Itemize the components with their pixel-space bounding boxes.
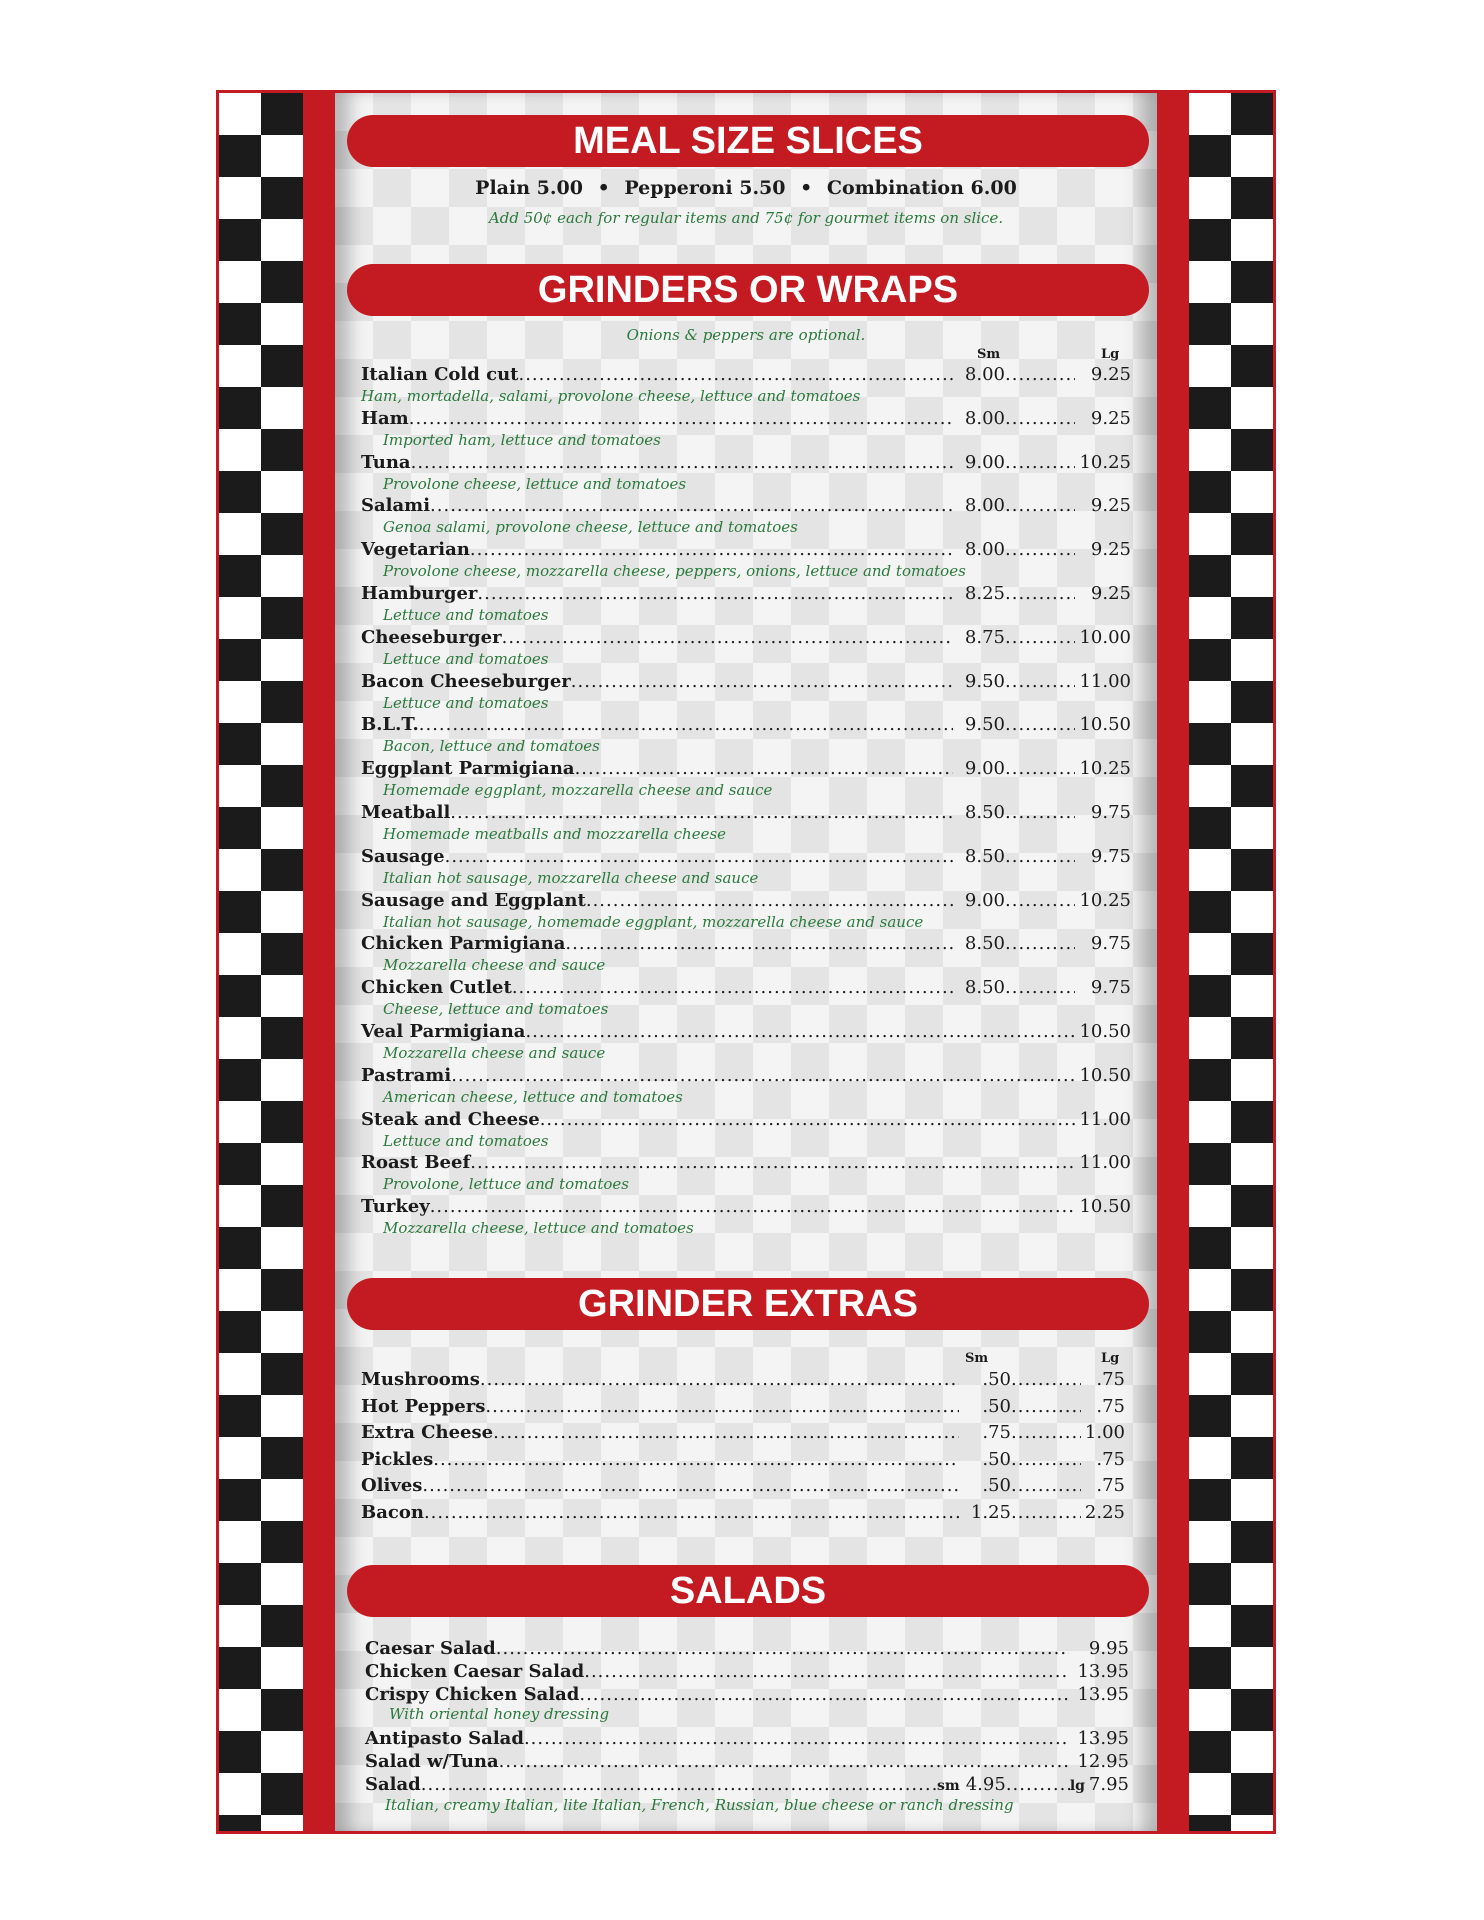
dot-leader bbox=[480, 1369, 959, 1390]
side-salad-lg-price: 7.95 bbox=[1088, 1774, 1129, 1795]
dot-leader bbox=[470, 539, 953, 560]
dot-leader bbox=[1005, 714, 1075, 735]
dot-leader bbox=[430, 495, 953, 516]
slice-plain-price: 5.00 bbox=[536, 177, 583, 199]
grinder-lg-price: 9.75 bbox=[1090, 845, 1131, 867]
extra-row bbox=[361, 1396, 1125, 1417]
dot-leader bbox=[430, 1196, 1075, 1217]
grinder-row bbox=[361, 890, 1131, 911]
salad-row bbox=[365, 1751, 1129, 1772]
side-salad-sm-price: 4.95 bbox=[965, 1774, 1006, 1795]
dot-leader bbox=[524, 1728, 1069, 1749]
dot-leader bbox=[450, 802, 953, 823]
dot-leader bbox=[1011, 1475, 1081, 1496]
grinders-note: Onions & peppers are optional. bbox=[626, 326, 866, 344]
dot-leader bbox=[1005, 890, 1075, 911]
slice-prices bbox=[335, 177, 1157, 199]
grinder-lg-price: 10.50 bbox=[1079, 714, 1131, 736]
grinder-row bbox=[361, 758, 1131, 779]
extra-name: Pickles bbox=[361, 1448, 434, 1470]
extra-lg-price: 1.00 bbox=[1084, 1422, 1125, 1444]
grinder-sm-price: 8.00 bbox=[964, 364, 1005, 385]
grinder-row bbox=[361, 671, 1131, 692]
grinder-description: Provolone cheese, lettuce and tomatoes bbox=[383, 474, 687, 493]
salads-banner: SALADS bbox=[347, 1565, 1149, 1617]
salad-name: Chicken Caesar Salad bbox=[365, 1661, 585, 1682]
grinder-description: Homemade meatballs and mozzarella cheese bbox=[383, 825, 727, 843]
salad-row bbox=[365, 1638, 1129, 1659]
grinder-name: Tuna bbox=[361, 451, 411, 473]
extra-lg-price: .75 bbox=[1096, 1475, 1125, 1497]
side-salad-row bbox=[365, 1774, 1129, 1795]
grinder-row bbox=[361, 714, 1131, 735]
grinder-description: Genoa salami, provolone cheese, lettuce and tomatoes bbox=[383, 518, 798, 537]
meal-slices-banner: MEAL SIZE SLICES bbox=[347, 115, 1149, 167]
grinder-row bbox=[361, 583, 1131, 604]
grinder-name: Sausage and Eggplant bbox=[361, 889, 586, 911]
grinder-description: Homemade eggplant, mozzarella cheese and sauce bbox=[383, 781, 773, 800]
grinder-name: Cheeseburger bbox=[361, 626, 502, 648]
bullet-separator: • bbox=[800, 177, 813, 199]
dot-leader bbox=[1011, 1369, 1081, 1390]
extra-name: Extra Cheese bbox=[361, 1422, 494, 1444]
grinder-description: Italian hot sausage, homemade eggplant, mozzarella cheese and sauce bbox=[383, 912, 924, 931]
grinder-sm-price: 9.00 bbox=[964, 889, 1005, 911]
grinder-description: Cheese, lettuce and tomatoes bbox=[383, 1000, 609, 1019]
extras-banner: GRINDER EXTRAS bbox=[347, 1278, 1149, 1330]
dot-leader bbox=[419, 714, 953, 735]
extra-sm-price: .50 bbox=[982, 1475, 1011, 1497]
dot-leader bbox=[499, 1751, 1069, 1772]
large-size-tag: lg bbox=[1069, 1778, 1085, 1794]
extra-row bbox=[361, 1369, 1125, 1390]
grinder-lg-price: 10.50 bbox=[1079, 1196, 1131, 1218]
dot-leader bbox=[1005, 627, 1075, 648]
grinder-sm-price: 9.50 bbox=[964, 714, 1005, 736]
dot-leader bbox=[512, 977, 953, 998]
salad-name: Caesar Salad bbox=[365, 1638, 496, 1659]
grinder-name: Sausage bbox=[361, 845, 445, 867]
grinder-lg-price: 9.25 bbox=[1090, 407, 1131, 429]
extra-row bbox=[361, 1449, 1125, 1470]
grinder-row bbox=[361, 539, 1131, 560]
grinder-name: Steak and Cheese bbox=[361, 1108, 540, 1130]
grinder-name: Bacon Cheeseburger bbox=[361, 670, 571, 692]
dot-leader bbox=[1005, 452, 1075, 473]
grinder-row bbox=[361, 933, 1131, 954]
slice-combination-price: 6.00 bbox=[970, 177, 1017, 199]
grinder-lg-price: 10.00 bbox=[1079, 626, 1131, 648]
grinder-description: Bacon, lettuce and tomatoes bbox=[383, 737, 600, 756]
grinder-sm-price: 8.25 bbox=[964, 583, 1005, 604]
grinder-lg-price: 11.00 bbox=[1079, 1152, 1131, 1174]
grinder-description: Lettuce and tomatoes bbox=[383, 606, 549, 624]
extra-lg-price: 2.25 bbox=[1084, 1502, 1125, 1523]
grinder-sm-price: 8.50 bbox=[964, 933, 1005, 955]
grinder-sm-price: 9.00 bbox=[964, 451, 1005, 473]
grinder-lg-price: 10.50 bbox=[1079, 1021, 1131, 1042]
dot-leader bbox=[1005, 539, 1075, 560]
dot-leader bbox=[1005, 933, 1075, 954]
grinder-sm-price: 8.75 bbox=[964, 626, 1005, 648]
grinder-lg-price: 10.25 bbox=[1079, 889, 1131, 911]
grinder-name: Chicken Parmigiana bbox=[361, 933, 566, 955]
grinder-sm-price: 9.00 bbox=[964, 758, 1005, 780]
grinder-row bbox=[361, 1021, 1131, 1042]
grinder-sm-price: 8.00 bbox=[964, 539, 1005, 561]
grinder-row bbox=[361, 452, 1131, 473]
grinder-lg-price: 9.75 bbox=[1090, 977, 1131, 999]
extras-lg-header: Lg bbox=[1101, 1351, 1120, 1366]
extra-name: Olives bbox=[361, 1475, 423, 1497]
checkerboard-border-right bbox=[1189, 93, 1273, 1831]
grinder-name: Chicken Cutlet bbox=[361, 977, 512, 999]
dot-leader bbox=[1011, 1502, 1081, 1523]
grinder-description: Provolone, lettuce and tomatoes bbox=[383, 1175, 629, 1194]
grinder-description: Imported ham, lettuce and tomatoes bbox=[383, 430, 661, 449]
dot-leader bbox=[1005, 408, 1075, 429]
grinder-row bbox=[361, 1152, 1131, 1173]
bullet-separator: • bbox=[597, 177, 610, 199]
grinder-row bbox=[361, 977, 1131, 998]
dot-leader bbox=[496, 1638, 1069, 1659]
dot-leader bbox=[1005, 846, 1075, 867]
dot-leader bbox=[422, 1475, 959, 1496]
grinder-lg-price: 9.25 bbox=[1090, 364, 1131, 385]
grinder-description: Lettuce and tomatoes bbox=[383, 1131, 549, 1150]
dot-leader bbox=[470, 1152, 1075, 1173]
grinder-description: American cheese, lettuce and tomatoes bbox=[383, 1087, 683, 1106]
grinder-row bbox=[361, 364, 1131, 385]
grinders-lg-header: Lg bbox=[1101, 347, 1120, 362]
grinder-row bbox=[361, 627, 1131, 648]
grinder-name: Ham bbox=[361, 407, 409, 429]
grinder-lg-price: 9.25 bbox=[1090, 539, 1131, 561]
dot-leader bbox=[1005, 977, 1075, 998]
dot-leader bbox=[421, 1774, 937, 1795]
dot-leader bbox=[1011, 1396, 1081, 1417]
dot-leader bbox=[1005, 671, 1075, 692]
grinder-lg-price: 10.50 bbox=[1079, 1064, 1131, 1086]
salad-price: 13.95 bbox=[1077, 1661, 1129, 1682]
small-size-tag: sm bbox=[937, 1778, 960, 1794]
grinder-lg-price: 9.75 bbox=[1090, 933, 1131, 955]
salad-name: Salad w/Tuna bbox=[365, 1751, 499, 1772]
grinder-sm-price: 8.50 bbox=[964, 845, 1005, 867]
grinder-sm-price: 8.50 bbox=[964, 802, 1005, 823]
dot-leader bbox=[1005, 583, 1075, 604]
slice-combination-name: Combination bbox=[826, 177, 964, 199]
grinder-row bbox=[361, 1109, 1131, 1130]
extra-lg-price: .75 bbox=[1096, 1448, 1125, 1470]
extra-lg-price: .75 bbox=[1096, 1369, 1125, 1390]
slice-plain-name: Plain bbox=[475, 177, 531, 199]
dot-leader bbox=[411, 452, 953, 473]
dot-leader bbox=[1005, 495, 1075, 516]
dot-leader bbox=[571, 671, 953, 692]
grinder-lg-price: 11.00 bbox=[1079, 670, 1131, 692]
grinders-banner: GRINDERS OR WRAPS bbox=[347, 264, 1149, 316]
dot-leader bbox=[485, 1396, 959, 1417]
dot-leader bbox=[445, 846, 953, 867]
dot-leader bbox=[502, 627, 953, 648]
slice-pepperoni-price: 5.50 bbox=[739, 177, 786, 199]
grinder-description: Mozzarella cheese, lettuce and tomatoes bbox=[383, 1219, 694, 1238]
dot-leader bbox=[409, 408, 953, 429]
extra-row bbox=[361, 1502, 1125, 1523]
extra-name: Bacon bbox=[361, 1502, 424, 1523]
salad-name: Salad bbox=[365, 1774, 421, 1795]
grinder-name: Vegetarian bbox=[361, 539, 470, 561]
salad-price: 9.95 bbox=[1088, 1638, 1129, 1659]
extra-name: Mushrooms bbox=[361, 1369, 480, 1390]
grinder-lg-price: 9.75 bbox=[1090, 802, 1131, 823]
grinder-description: Italian hot sausage, mozzarella cheese and sauce bbox=[383, 868, 759, 887]
dot-leader bbox=[424, 1502, 959, 1523]
extra-sm-price: .50 bbox=[982, 1448, 1011, 1470]
grinder-lg-price: 10.25 bbox=[1079, 758, 1131, 780]
slice-pepperoni-name: Pepperoni bbox=[624, 177, 733, 199]
dot-leader bbox=[586, 890, 953, 911]
grinder-name: Pastrami bbox=[361, 1064, 452, 1086]
grinder-lg-price: 9.25 bbox=[1090, 495, 1131, 517]
grinder-description: Mozzarella cheese and sauce bbox=[383, 1044, 606, 1062]
dot-leader bbox=[565, 933, 953, 954]
salad-price: 13.95 bbox=[1077, 1684, 1129, 1705]
salad-description: With oriental honey dressing bbox=[389, 1705, 610, 1723]
grinder-name: B.L.T. bbox=[361, 714, 419, 736]
grinders-sm-header: Sm bbox=[977, 347, 1001, 362]
grinder-name: Eggplant Parmigiana bbox=[361, 758, 575, 780]
dot-leader bbox=[1005, 758, 1075, 779]
grinder-name: Roast Beef bbox=[361, 1152, 471, 1174]
extra-sm-price: .50 bbox=[982, 1395, 1011, 1417]
dot-leader bbox=[1011, 1422, 1081, 1443]
dot-leader bbox=[1006, 1774, 1070, 1795]
dot-leader bbox=[518, 364, 953, 385]
grinder-name: Veal Parmigiana bbox=[361, 1021, 526, 1042]
salad-row bbox=[365, 1728, 1129, 1749]
grinder-description: Lettuce and tomatoes bbox=[383, 649, 549, 668]
grinder-description: Provolone cheese, mozzarella cheese, peppers, onions, lettuce and tomatoes bbox=[383, 562, 966, 581]
extra-sm-price: .50 bbox=[982, 1369, 1011, 1390]
dot-leader bbox=[451, 1065, 1075, 1086]
salad-row bbox=[365, 1684, 1129, 1705]
grinder-description: Lettuce and tomatoes bbox=[383, 693, 549, 712]
dressing-options: Italian, creamy Italian, lite Italian, French, Russian, blue cheese or ranch dressing bbox=[385, 1796, 1014, 1814]
extra-sm-price: .75 bbox=[982, 1422, 1011, 1444]
dot-leader bbox=[477, 583, 953, 604]
grinder-name: Italian Cold cut bbox=[361, 364, 519, 385]
dot-leader bbox=[579, 1684, 1069, 1705]
checkerboard-border-left bbox=[219, 93, 303, 1831]
grinder-lg-price: 9.25 bbox=[1090, 583, 1131, 604]
grinder-name: Turkey bbox=[361, 1196, 430, 1218]
dot-leader bbox=[433, 1449, 959, 1470]
grinder-row bbox=[361, 846, 1131, 867]
grinder-row bbox=[361, 802, 1131, 823]
extra-row bbox=[361, 1422, 1125, 1443]
dot-leader bbox=[584, 1661, 1069, 1682]
dot-leader bbox=[525, 1021, 1075, 1042]
extras-sm-header: Sm bbox=[965, 1351, 989, 1366]
salad-name: Antipasto Salad bbox=[365, 1728, 524, 1749]
menu-frame bbox=[216, 90, 1276, 1834]
menu-panel bbox=[335, 93, 1157, 1831]
grinder-row bbox=[361, 1065, 1131, 1086]
grinder-row bbox=[361, 495, 1131, 516]
dot-leader bbox=[1005, 364, 1075, 385]
dot-leader bbox=[540, 1109, 1075, 1130]
grinder-name: Meatball bbox=[361, 802, 451, 823]
grinder-lg-price: 10.25 bbox=[1079, 451, 1131, 473]
salad-name: Crispy Chicken Salad bbox=[365, 1684, 580, 1705]
grinder-row bbox=[361, 408, 1131, 429]
grinder-sm-price: 8.00 bbox=[964, 407, 1005, 429]
slice-note: Add 50¢ each for regular items and 75¢ for gourmet items on slice. bbox=[488, 209, 1004, 227]
grinder-description: Ham, mortadella, salami, provolone cheese, lettuce and tomatoes bbox=[361, 387, 861, 405]
salad-price: 12.95 bbox=[1077, 1751, 1129, 1772]
grinder-sm-price: 8.00 bbox=[964, 495, 1005, 517]
dot-leader bbox=[575, 758, 953, 779]
grinder-row bbox=[361, 1196, 1131, 1217]
dot-leader bbox=[493, 1422, 959, 1443]
grinder-sm-price: 8.50 bbox=[964, 977, 1005, 999]
grinder-sm-price: 9.50 bbox=[964, 670, 1005, 692]
extra-name: Hot Peppers bbox=[361, 1395, 486, 1417]
grinder-name: Salami bbox=[361, 495, 431, 517]
grinder-lg-price: 11.00 bbox=[1079, 1108, 1131, 1130]
extra-lg-price: .75 bbox=[1096, 1395, 1125, 1417]
grinder-description: Mozzarella cheese and sauce bbox=[383, 956, 606, 975]
dot-leader bbox=[1005, 802, 1075, 823]
salad-row bbox=[365, 1661, 1129, 1682]
dot-leader bbox=[1011, 1449, 1081, 1470]
extra-row bbox=[361, 1475, 1125, 1496]
extra-sm-price: 1.25 bbox=[970, 1502, 1011, 1523]
grinder-name: Hamburger bbox=[361, 583, 478, 604]
salad-price: 13.95 bbox=[1077, 1728, 1129, 1749]
